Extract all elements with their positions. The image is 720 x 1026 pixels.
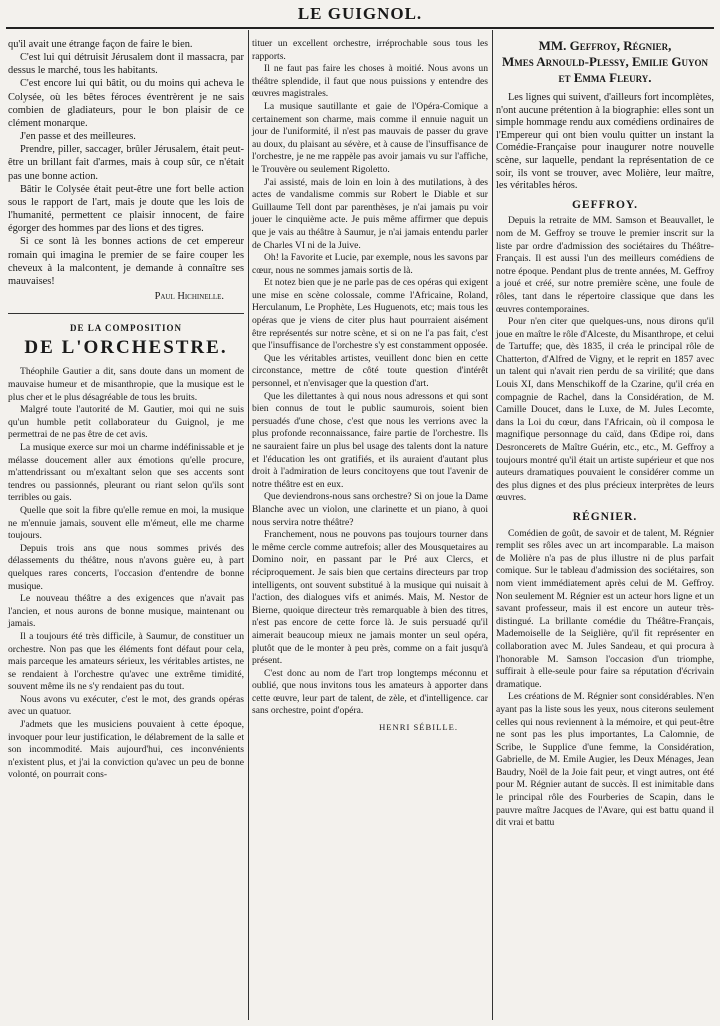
paragraph: Quelle que soit la fibre qu'elle remue en moi, la musique ne m'ennuie jamais, souvent elle m'émeut, elle me charme toujours. [8, 504, 244, 542]
paragraph: Le nouveau théâtre a des exigences que n'avait pas l'ancien, et nous aurons de bonne musique, maintenant ou jamais. [8, 593, 244, 630]
section-pretitle: DE LA COMPOSITION [69, 323, 182, 334]
paragraph: Et notez bien que je ne parle pas de ces opéras qui exigent une mise en scène colossale, comme l'Africaine, Roland, Herculanum, Le Prophète, Les Huguenots, etc; mais tous les opéras que je viens de citer plus haut pourraient aisément être représentés sur notre scène, et si on ne l'a pas fait, c'est que l'insuffisance de l'orchestre s'y est constamment opposée. [252, 277, 488, 352]
paragraph: Les créations de M. Régnier sont considérables. N'en ayant pas la liste sous les yeux, nous citerons seulement celles qui nous reviennent à la mémoire, et qui peut-être ne sont pas les plus importantes, La Calomnie, de Scribe, le Supplice d'une femme, la Considération, Gabrielle, de M. Emile Augier, les Deux Ménages, Jean Baudry, Noël de la Joie fait peur, et vingt autres, ont été pour M. Régnier autant de succès. Il est inimitable dans le principal rôle des Fourberies de Scapin, dans le pauvre maître Jacques de l'Avare, qui est battu quand il dit vrai et battu [496, 691, 714, 829]
title-line: MM. Geffroy, Régnier, [538, 38, 672, 53]
section-title: DE L'ORCHESTRE. [24, 337, 228, 359]
paragraph: J'en passe et des meilleures. [20, 131, 136, 143]
paragraph: Bâtir le Colysée était peut-être une fort belle action sous le rapport de l'art, mais je doute que les lois de l'humanité, permettent ce plaisir innocent, de faire égorger des hommes par des lions et des tigres. [8, 183, 244, 235]
paragraph: Que les véritables artistes, veuillent donc bien en cette circonstance, mettre de côté toute question d'intérêt personnel, et n'envisager que la question d'art. [252, 352, 488, 390]
paragraph: Nous avons vu exécuter, c'est le mot, des grands opéras avec un quatuor. [8, 693, 244, 718]
article-title [496, 38, 714, 86]
signature: Paul Hichinelle. [154, 290, 224, 302]
paragraph: Franchement, nous ne pouvons pas toujours tourner dans le même cercle comme autrefois; aller des Mousquetaires au Domino noir, en passant par le Pré aux Clercs, et réciproquement. Je sais bien que certains directeurs par trop intelligents, ont souvent substitué à la musique qui nuisait à l'action, des dialogues vifs et animés. Mais, M. Nestor de Bierne, quoique directeur très remarquable à bien des titres, n'est pas encore de cette force là. Je suis persuadé qu'il aimerait beaucoup mieux ne jamais monter un seul opéra, plutôt que de le monter à peu près, comme on a fait jusqu'à présent. [252, 529, 488, 667]
paragraph: qu'il avait une étrange façon de faire le bien. [8, 39, 193, 50]
paragraph: C'est lui qui détruisit Jérusalem dont il massacra, par dessus le marché, tous les habitants. [8, 52, 244, 77]
paragraph: C'est encore lui qui bâtit, ou du moins qui acheva le Colysée, où les bêtes féroces éventrèrent je ne sais combien de gladiateurs, pour le bon plaisir de ce clément monarque. [8, 78, 244, 129]
section-rule [8, 313, 244, 314]
paragraph: Les lignes qui suivent, d'ailleurs fort incomplètes, n'ont aucune prétention à la biographie: elles sont un simple hommage rendu aux comédiens ordinaires de l'Empereur qui ont bien voulu quitter un instant la Comédie-Française pour inaugurer notre nouvelle scène, sur laquelle, pendant la représentation de ce soir, ils vont se trouver, avec Molière, leur maître, les véritables héros. [496, 92, 714, 192]
title-line: et Emma Fleury. [558, 70, 652, 85]
signature: HENRI SÉBILLE. [379, 722, 458, 733]
paragraph: Depuis la retraite de MM. Samson et Beauvallet, le nom de M. Geffroy se trouve le premier inscrit sur la liste par ordre d'admission des sociétaires du Théâtre-Français. Il est aussi l'un des meilleurs comédiens de notre époque. Pendant plus de trente années, M. Geffroy a joué et créé, sur notre première scène, une foule de rôles, tant dans le répertoire classique que dans les œuvres contemporaines. [496, 215, 714, 315]
paragraph: Oh! la Favorite et Lucie, par exemple, nous les savons par cœur, nous ne sommes jamais sortis de là. [252, 252, 488, 276]
section-heading: RÉGNIER. [572, 511, 638, 523]
paragraph: Pour n'en citer que quelques-uns, nous dirons qu'il joue en maître le rôle d'Alceste, du Misanthrope, et celui de Tartuffe; que, dès 1835, il créa le principal rôle de Chatterton, d'Alfred de Vigny, et le reprit en 1857 avec un talent qui n'avait rien perdu de sa virilité; que dans Louis XI, dans Menschikoff de la Czarine, qu'il créa en compagnie de Rachel, dans la Considération, de M. Camille Doucet, dans le Luxe, de M. Jules Lecomte, dans la Loi du cœur, dans l'Africain, où il composa le magnifique personnage du caïd, dans Œdipe roi, dans Desroncerets de Maître Guérin, etc., etc., M. Geffroy a toujours montré qu'il était un artiste supérieur et que nos auteurs dramatiques pouvaient le considérer comme un des plus dignes et des plus précieux interprètes de leurs œuvres. [496, 316, 714, 504]
column-separator [248, 30, 249, 1020]
paragraph: La musique exerce sur moi un charme indéfinissable et je mélasse doucement aller aux émotions qu'elle procure, m'attendrissant ou m'exaltant selon que ses accents sont tendres ou passionnés, pleurant ou riant selon qu'ils sont terribles ou gais. [8, 442, 244, 504]
paragraph: Prendre, piller, saccager, brûler Jérusalem, était peut-être un brillant fait d'armes, mais à coup sûr, ce n'était pas une bonne action. [8, 144, 244, 182]
paragraph: Si ce sont là les bonnes actions de cet empereur romain qui imagina le premier de se faire couper les cheveux à la malcontent, je demande à connaître ses mauvaises! [8, 236, 244, 287]
masthead: LE GUIGNOL. [297, 4, 423, 23]
paragraph: Il a toujours été très difficile, à Saumur, de constituer un orchestre. Non pas que les éléments font défaut pour cela, mais parceque les amateurs sérieux, les véritables artistes, ne se rendaient à l'orchestre qu'avec une extrême timidité, souvent même ils ne s'y rendaient pas du tout. [8, 630, 244, 693]
paragraph: J'ai assisté, mais de loin en loin à des mutilations, à des actes de vandalisme commis sur Robert le Diable et sur Guillaume Tell dont par parenthèses, je n'ai jamais pu voir jouer le cinquième acte. Je puis même affirmer que depuis que je vais au théâtre à Saumur, je n'ai jamais entendu parler de Charles VI ni de la Juive. [252, 176, 488, 251]
paragraph: Malgré toute l'autorité de M. Gautier, moi qui ne suis qu'un humble petit collaborateur du Guignol, je me permettrai de ne pas être de cet avis. [8, 404, 244, 441]
paragraph: Depuis trois ans que nous sommes privés des délassements du théâtre, nous n'avons guère eu, à part quelques rares concerts, l'occasion d'entendre de bonne musique. [8, 542, 244, 592]
column-2 [252, 38, 488, 734]
paragraph: C'est donc au nom de l'art trop longtemps méconnu et oublié, que nous invitons tous les amateurs à apporter dans cette œuvre, leur part de talent, de zèle, et d'intelligence. car sans orchestre, point d'opéra. [252, 667, 488, 717]
paragraph: Que deviendrons-nous sans orchestre? Si on joue la Dame Blanche avec un violon, une clarinette et un piano, à quoi nous servira notre théâtre? [252, 491, 488, 528]
paragraph: tituer un excellent orchestre, irréprochable sous tous les rapports. [252, 38, 488, 62]
paragraph: Comédien de goût, de savoir et de talent, M. Régnier remplit ses rôles avec un art incomparable. La maison de Molière n'a pas de plus illustre ni de plus parfait comique. Sur le tableau d'admission des sociétaires, son nom vient immédiatement après celui de M. Geffroy. Non seulement M. Régnier est un acteur hors ligne et un savant professeur, mais il est encore un auteur très-distingué. La brillante comédie du Théâtre-Français, Mademoiselle de la Seiglière, qu'il fit représenter en collaboration avec M. Jules Sandeau, et qui procura à l'honorable M. Samson l'occasion d'un triomphe, suffirait à elle-seule pour faire sa réputation d'écrivain dramatique. [496, 527, 714, 690]
section-heading: GEFFROY. [571, 198, 639, 211]
header-rule [6, 27, 714, 29]
column-3 [496, 38, 714, 830]
column-separator [492, 30, 493, 1020]
title-line: Mmes Arnould-Plessy, Emilie Guyon [501, 54, 709, 69]
paragraph: La musique sautillante et gaie de l'Opéra-Comique a certainement son charme, mais comme il ennuie naguit un jour de l'uniformité, il n'est pas mauvais de passer du grave au doux, du plaisant au sévère, et à cause de l'insuffisance de l'orchestre, je ne me rappèle pas avoir jamais vu sur l'affiche, le Trouvère ou seulement Rigoletto. [252, 100, 488, 175]
paragraph: Théophile Gautier a dit, sans doute dans un moment de mauvaise humeur et de misanthropie, que la musique est le plus cher et le plus désagréable de tous les bruits. [8, 366, 244, 403]
article-body [8, 366, 244, 782]
column-1 [8, 38, 244, 782]
paragraph: J'admets que les musiciens pouvaient à cette époque, invoquer pour leur justification, le délabrement de la salle et son incommodité. Mais aujourd'hui, ces inconvénients n'existent plus, et j'ai la conviction qu'avec un peu de bonne volonté, on pourrait cons- [8, 719, 244, 781]
paragraph: Il ne faut pas faire les choses à moitié. Nous avons un théâtre splendide, il faut que nous puissions y entendre des œuvres magistrales. [252, 63, 488, 100]
paragraph: Que les dilettantes à qui nous nous adressons et qui sont bien connus de tout le public saumurois, soient bien persuadés d'une chose, c'est que nous les verrions avec la plus profonde reconnaissance, faire partie de l'orchestre. Ils ne sauraient faire un plus bel usage des talents dont la nature et l'éducation les ont gratifiés, et ils auraient d'autant plus droit à l'admiration de leurs concitoyens que tout l'avenir de notre théâtre est en eux. [252, 390, 488, 490]
